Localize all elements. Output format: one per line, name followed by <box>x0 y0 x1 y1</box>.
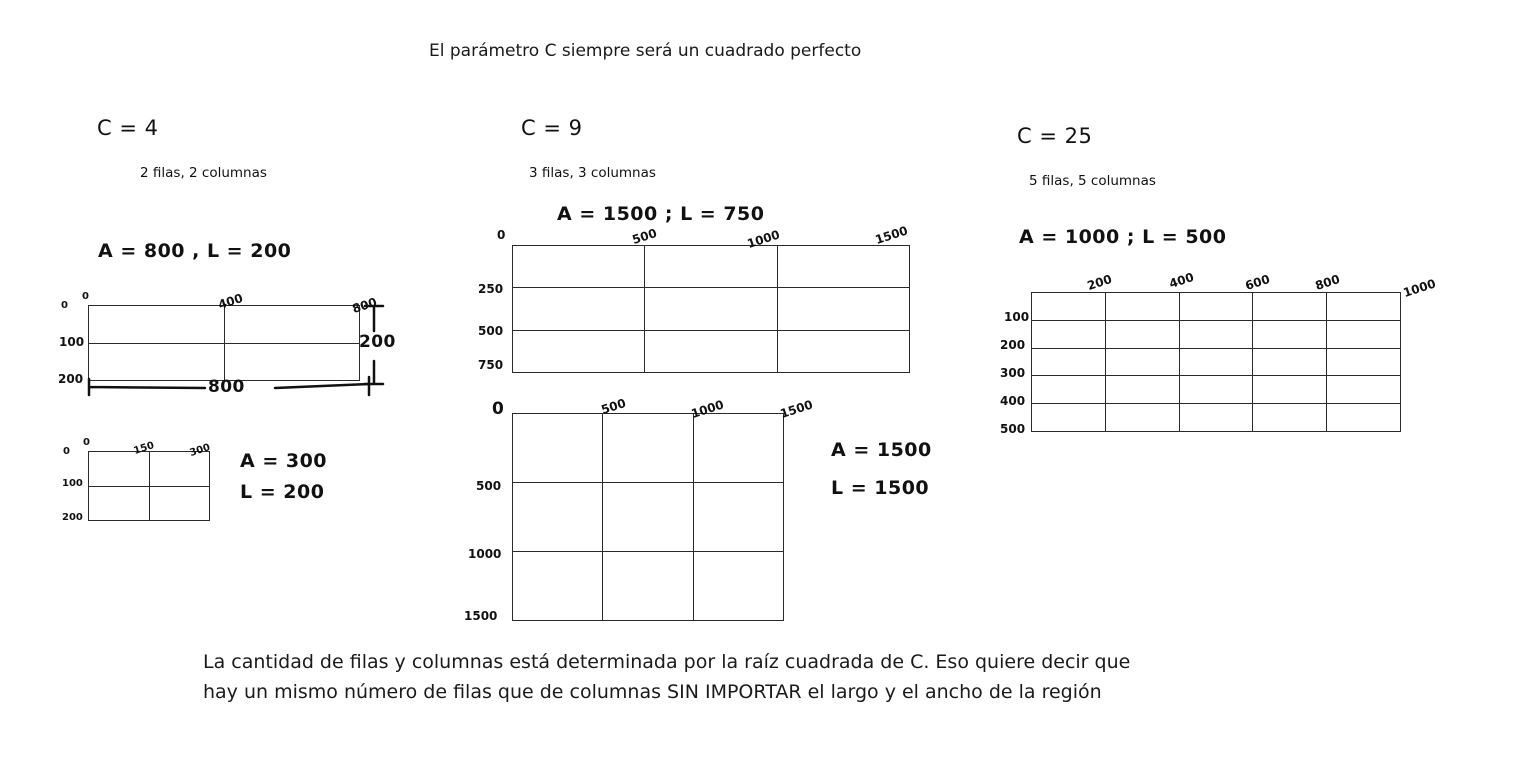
page-title: El parámetro C siempre será un cuadrado perfecto <box>429 41 862 61</box>
table-row <box>513 414 784 483</box>
y-tick-c25-4: 500 <box>1000 422 1026 436</box>
y-tick-c25-0: 100 <box>1004 310 1030 324</box>
x-tick-c25-1: 400 <box>1167 269 1196 292</box>
table-row <box>1032 293 1401 321</box>
x-tick-c4-1-2: 800 <box>350 294 379 317</box>
height-annotation-c4: 200 <box>359 332 396 352</box>
y-tick-c9-2-3: 1500 <box>464 609 498 623</box>
figure-label-c9-1: A = 1500 ; L = 750 <box>557 203 765 225</box>
example-subheading-c4: 2 filas, 2 columnas <box>140 165 267 181</box>
x-tick-c9-1-3: 1500 <box>873 223 910 248</box>
x-tick-c9-1-2: 1000 <box>745 227 782 252</box>
table-row <box>513 288 910 330</box>
grid-c4-figure1 <box>88 305 360 381</box>
x-tick-c4-2-1: 150 <box>132 440 156 458</box>
figure-label-a-c4-2: A = 300 <box>240 450 328 472</box>
x-tick-c25-3: 800 <box>1313 271 1342 294</box>
y-tick-c4-2-2: 200 <box>62 512 83 523</box>
example-heading-c9: C = 9 <box>521 116 583 140</box>
x-tick-c25-4: 1000 <box>1401 276 1438 301</box>
figure-label-l-c9-2: L = 1500 <box>831 477 930 499</box>
table-row <box>1032 404 1401 432</box>
example-heading-c4: C = 4 <box>97 116 159 140</box>
figure-label-c4-1: A = 800 , L = 200 <box>98 240 292 262</box>
example-subheading-c25: 5 filas, 5 columnas <box>1029 173 1156 189</box>
table-row <box>1032 320 1401 348</box>
figure-label-a-c9-2: A = 1500 <box>831 439 932 461</box>
x-tick-c4-1-1: 400 <box>216 290 245 313</box>
x-tick-c9-2-1: 500 <box>599 395 628 418</box>
example-heading-c25: C = 25 <box>1017 124 1093 148</box>
table-row <box>513 483 784 552</box>
table-row <box>513 330 910 372</box>
y-tick-c9-1-3: 750 <box>478 358 504 372</box>
y-tick-c4-1-1: 100 <box>59 335 85 349</box>
y-tick-c25-1: 200 <box>1000 338 1026 352</box>
table-row <box>513 246 910 288</box>
y-tick-c9-1-2: 500 <box>478 324 504 338</box>
table-row <box>1032 348 1401 376</box>
x-tick-c9-2-3: 1500 <box>778 397 815 422</box>
table-row <box>1032 376 1401 404</box>
y-tick-c4-2-0: 0 <box>63 446 70 457</box>
x-tick-c4-2-0: 0 <box>83 437 90 448</box>
table-row <box>89 486 210 521</box>
x-tick-c4-2-2: 300 <box>188 442 212 460</box>
grid-c9-figure1 <box>512 245 910 373</box>
grid-c25-figure1 <box>1031 292 1401 432</box>
footer-line-1: La cantidad de filas y columnas está determinada por la raíz cuadrada de C. Eso quiere decir que <box>203 651 1131 673</box>
width-annotation-c4: 800 <box>208 377 245 397</box>
example-subheading-c9: 3 filas, 3 columnas <box>529 165 656 181</box>
y-tick-c25-2: 300 <box>1000 366 1026 380</box>
table-row <box>513 552 784 621</box>
x-tick-c4-1-0: 0 <box>82 291 89 302</box>
grid-c9-figure2 <box>512 413 784 621</box>
figure-label-l-c4-2: L = 200 <box>240 481 325 503</box>
x-tick-c9-2-0: 0 <box>492 399 505 419</box>
y-tick-c4-1-2: 200 <box>58 372 84 386</box>
figure-label-c25-1: A = 1000 ; L = 500 <box>1019 226 1227 248</box>
x-tick-c9-1-0: 0 <box>497 228 506 242</box>
footer-line-2: hay un mismo número de filas que de columnas SIN IMPORTAR el largo y el ancho de la región <box>203 681 1102 703</box>
x-tick-c9-1-1: 500 <box>630 225 659 248</box>
y-tick-c4-2-1: 100 <box>62 478 83 489</box>
x-tick-c9-2-2: 1000 <box>689 397 726 422</box>
grid-c4-figure2 <box>88 451 210 521</box>
x-tick-c25-2: 600 <box>1243 271 1272 294</box>
x-tick-c25-0: 200 <box>1085 271 1114 294</box>
y-tick-c25-3: 400 <box>1000 394 1026 408</box>
y-tick-c9-2-2: 1000 <box>468 547 502 561</box>
y-tick-c4-1-0: 0 <box>61 300 68 311</box>
y-tick-c9-1-1: 250 <box>478 282 504 296</box>
y-tick-c9-2-1: 500 <box>476 479 502 493</box>
